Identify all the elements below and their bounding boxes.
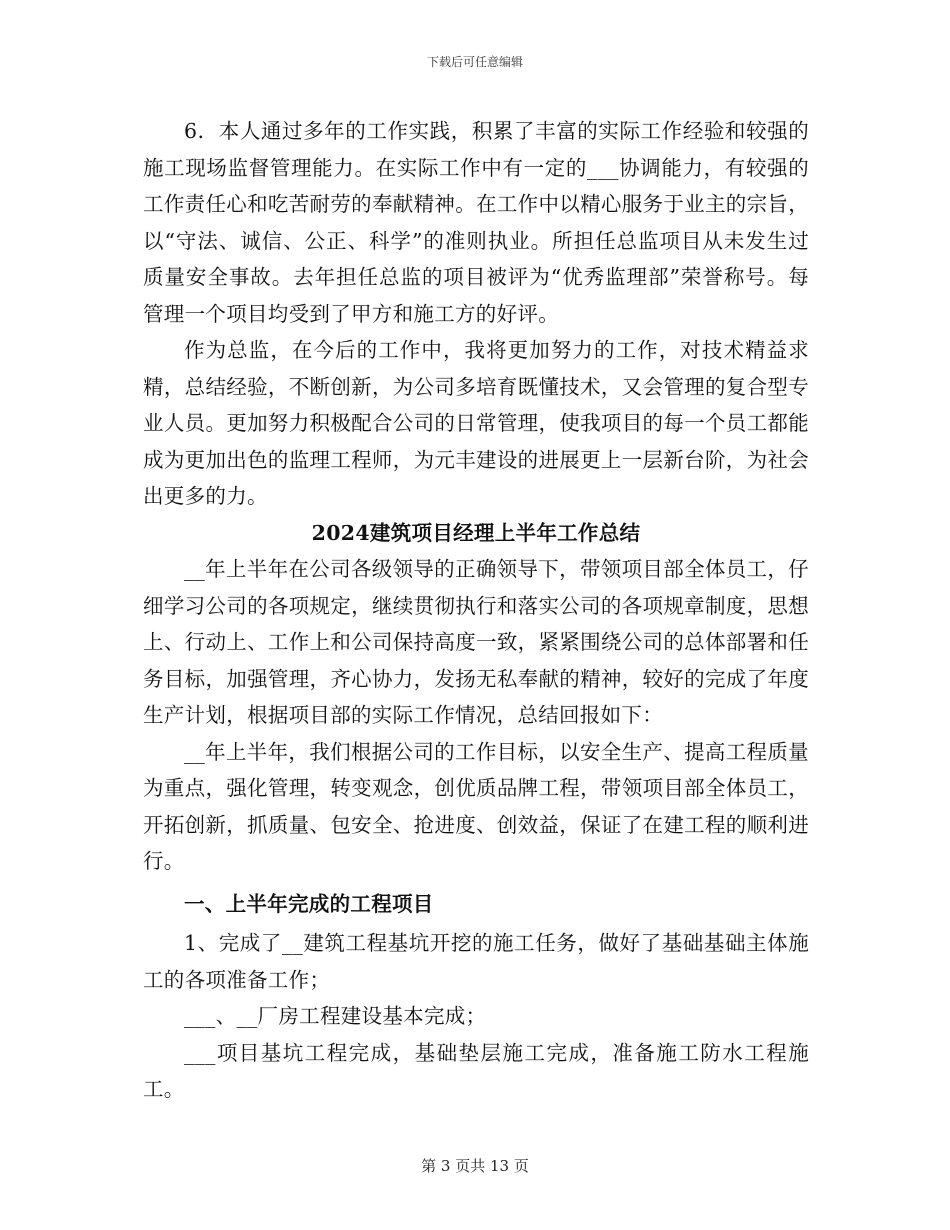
section-title: 2024建筑项目经理上半年工作总结 bbox=[311, 520, 641, 545]
list-item: ___、__厂房工程建设基本完成； bbox=[184, 1004, 487, 1028]
paragraph: 6．本人通过多年的工作实践，积累了丰富的实际工作经验和较强的施工现场监督管理能力。在实际工作中有一定的___协调能力，有较强的工作责任心和吃苦耐劳的奉献精神。在工作中以精心服务于业主的宗旨，以“守法、诚信、公正、科学”的准则执业。所担任总监项目从未发生过质量安全事故。去年担任总监的项目被评为“优秀监理部”荣誉称号。每管理一个项目均受到了甲方和施工方的好评。 bbox=[143, 119, 809, 326]
paragraph: __年上半年在公司各级领导的正确领导下，带领项目部全体员工，仔细学习公司的各项规定，继续贯彻执行和落实公司的各项规章制度，思想上、行动上、工作上和公司保持高度一致，紧紧围绕公司的总体部署和任务目标，加强管理，齐心协力，发扬无私奉献的精神，较好的完成了年度生产计划，根据项目部的实际工作情况，总结回报如下： bbox=[143, 557, 809, 727]
paragraph: 作为总监，在今后的工作中，我将更加努力的工作，对技术精益求精，总结经验，不断创新，为公司多培育既懂技术，又会管理的复合型专业人员。更加努力积极配合公司的日常管理，使我项目的每一个员工都能成为更加出色的监理工程师，为元丰建设的进展更上一层新台阶，为社会出更多的力。 bbox=[143, 338, 809, 508]
section-heading: 一、上半年完成的工程项目 bbox=[184, 891, 434, 916]
list-item: 1、完成了__建筑工程基坑开挖的施工任务，做好了基础基础主体施工的各项准备工作； bbox=[143, 931, 809, 992]
paragraph: __年上半年，我们根据公司的工作目标，以安全生产、提高工程质量为重点，强化管理，转变观念，创优质品牌工程，带领项目部全体员工，开拓创新，抓质量、包安全、抢进度、创效益，保证了在建工程的顺利进行。 bbox=[143, 739, 809, 873]
page-footer: 第 3 页共 13 页 bbox=[421, 1157, 529, 1175]
document-body bbox=[143, 113, 809, 1108]
page-header: 下载后可任意编辑 bbox=[426, 55, 523, 69]
list-item: ___项目基坑工程完成，基础垫层施工完成，准备施工防水工程施工。 bbox=[143, 1040, 809, 1101]
